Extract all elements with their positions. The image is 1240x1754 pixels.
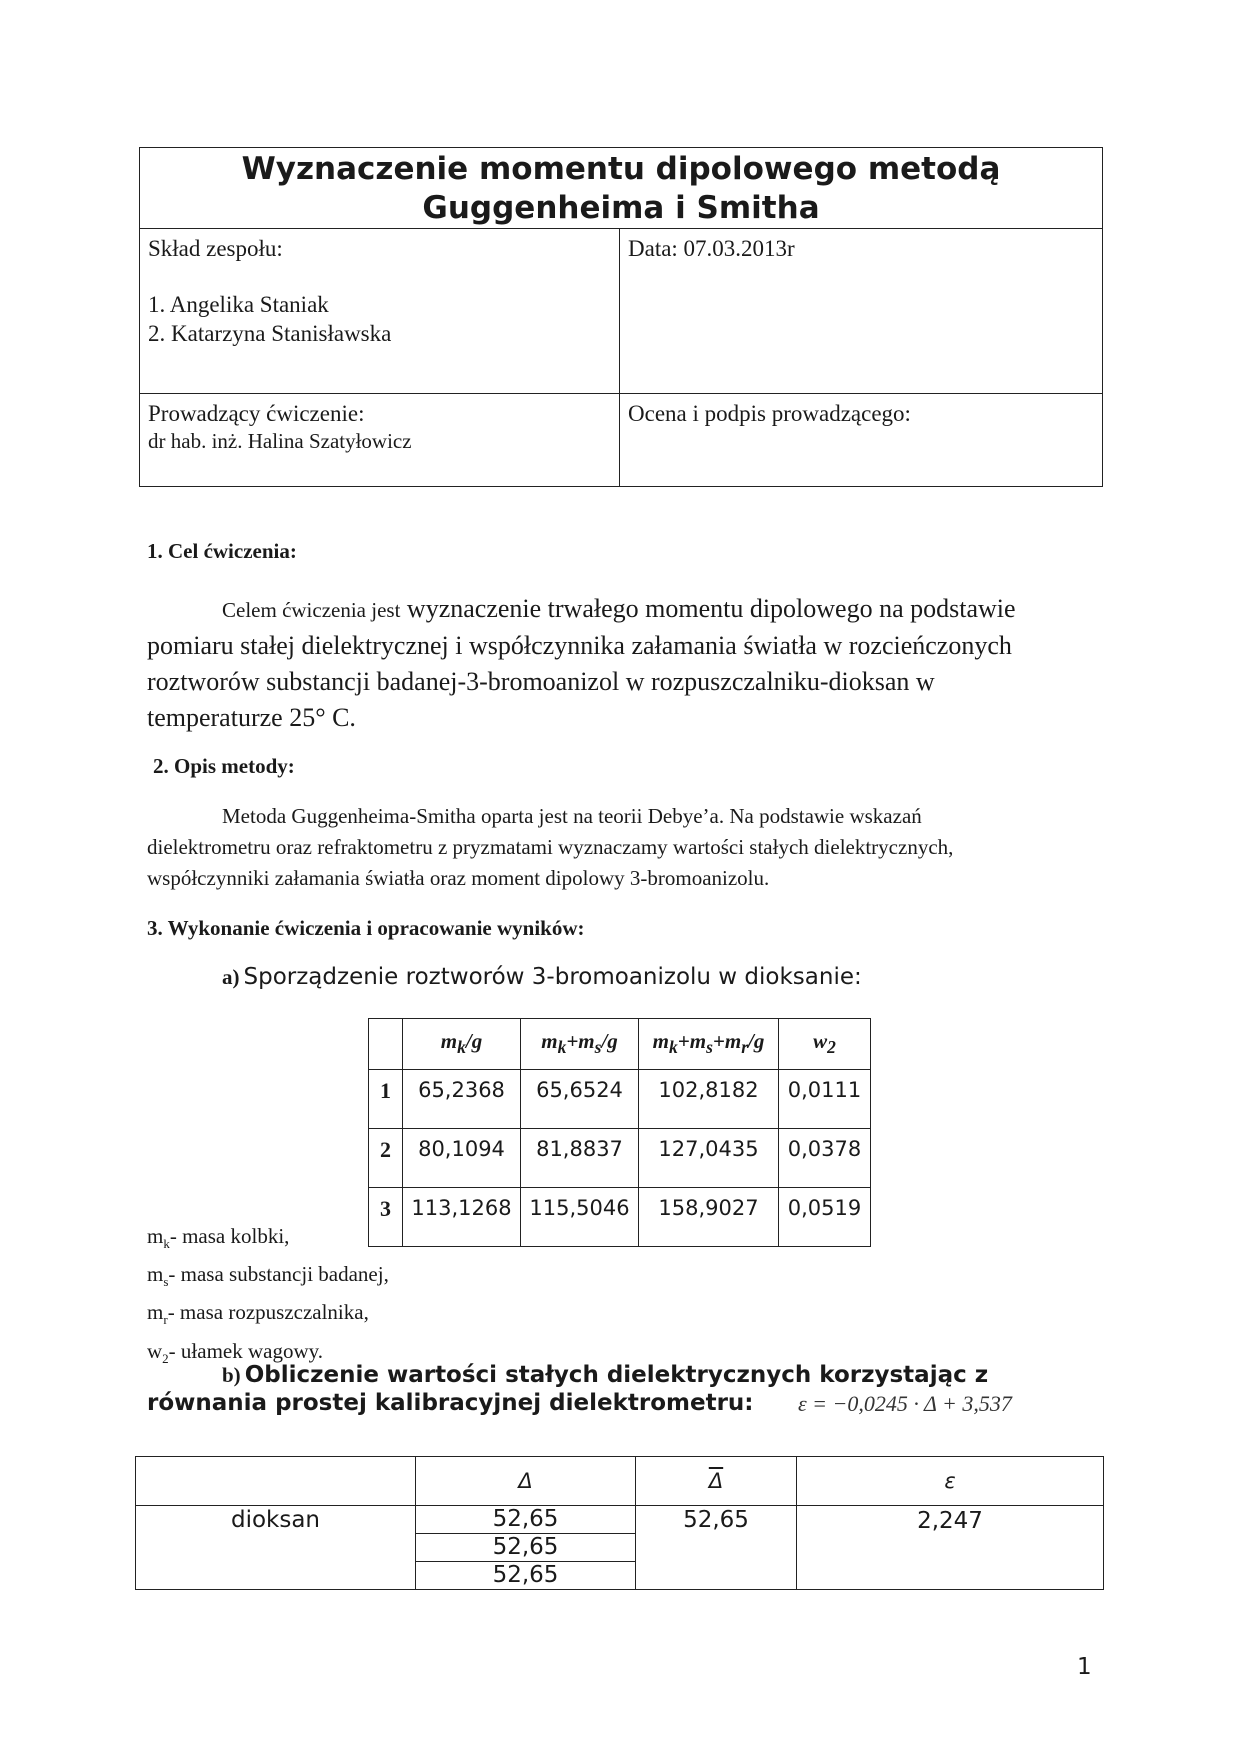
section-2-paragraph: [147, 801, 1107, 894]
date-text: Data: 07.03.2013r: [628, 236, 795, 261]
cell-mk: 65,2368: [403, 1070, 521, 1129]
header-delta: Δ: [416, 1457, 636, 1506]
cell-mk: 80,1094: [403, 1129, 521, 1188]
cell-mk-ms: 81,8837: [521, 1129, 639, 1188]
subsection-b-line-2: równania prostej kalibracyjnej dielektrometru:: [147, 1390, 754, 1416]
team-cell: [140, 229, 620, 394]
header-table: [139, 147, 1103, 487]
legend-mr: $m_r-$ masa rozpuszczalnika,: [147, 1300, 369, 1328]
header-mk-ms-mr: $m_k+m_s+m_r/g$: [639, 1019, 779, 1070]
delta-cell: 52,65: [416, 1534, 636, 1562]
team-label: Skład zespołu:: [148, 236, 283, 261]
subsection-b-letter: b): [222, 1363, 241, 1387]
dielectric-table: [135, 1456, 1104, 1590]
legend-mk: $m_k-$ masa kolbki,: [147, 1224, 290, 1252]
subsection-b-line-1: Obliczenie wartości stałych dielektrycznych korzystając z: [244, 1362, 989, 1388]
calibration-equation: ε = −0,0245 · Δ + 3,537: [798, 1391, 1012, 1416]
title-line-1: Wyznaczenie momentu dipolowego metodą: [241, 151, 1001, 187]
symbol-legend: [147, 1221, 389, 1374]
delta-cell: 52,65: [416, 1506, 636, 1534]
table-row: [369, 1188, 871, 1247]
section-3-heading: 3. Wykonanie ćwiczenia i opracowanie wyników:: [147, 916, 585, 940]
solutions-table-header: [369, 1019, 871, 1070]
team-member-2: 2. Katarzyna Stanisławska: [148, 321, 392, 346]
section-2-line-1: Metoda Guggenheima-Smitha oparta jest na teorii Debye’a. Na podstawie wskazań: [222, 804, 922, 828]
title-line-2: Guggenheima i Smitha: [422, 190, 820, 226]
section-2-line-2: dielektrometru oraz refraktometru z pryzmatami wyznaczamy wartości stałych dielektrycznych,: [147, 835, 954, 859]
section-1-para-start: Celem ćwiczenia jest: [222, 598, 401, 622]
cell-mk-ms: 65,6524: [521, 1070, 639, 1129]
dielectric-table-header: [136, 1457, 1104, 1506]
solutions-table: [368, 1018, 871, 1247]
grade-cell: [620, 394, 1103, 487]
instructor-name: dr hab. inż. Halina Szatyłowicz: [148, 429, 412, 453]
instructor-cell: [140, 394, 620, 487]
header-epsilon: ε: [797, 1457, 1104, 1506]
cell-mk-ms-mr: 102,8182: [639, 1070, 779, 1129]
page-number: 1: [1077, 1654, 1092, 1680]
epsilon-cell: 2,247: [797, 1506, 1104, 1590]
cell-w2: 0,0111: [779, 1070, 871, 1129]
date-cell: [620, 229, 1103, 394]
section-2-line-3: współczynniki załamania światła oraz moment dipolowy 3-bromoanizolu.: [147, 866, 770, 890]
cell-mk-ms-mr: 127,0435: [639, 1129, 779, 1188]
table-row: [136, 1506, 1104, 1534]
team-member-1: 1. Angelika Staniak: [148, 292, 329, 317]
header-empty: [136, 1457, 416, 1506]
cell-w2: 0,0378: [779, 1129, 871, 1188]
section-1-paragraph: [147, 591, 1097, 736]
section-1-line-4: temperaturze 25° C.: [147, 703, 356, 732]
header-mk: $m_k/g$: [403, 1019, 521, 1070]
section-1-line-2: pomiaru stałej dielektrycznej i współczynnika załamania światła w rozcieńczonych: [147, 631, 1012, 660]
instructor-label: Prowadzący ćwiczenie:: [148, 401, 365, 426]
delta-mean-cell: 52,65: [636, 1506, 797, 1590]
subsection-a-text: Sporządzenie roztworów 3-bromoanizolu w dioksanie:: [243, 964, 862, 990]
section-1-line-3: roztworów substancji badanej-3-bromoanizol w rozpuszczalniku-dioksan w: [147, 667, 935, 696]
cell-mk-ms: 115,5046: [521, 1188, 639, 1247]
header-w2: $w_2$: [779, 1019, 871, 1070]
grade-label: Ocena i podpis prowadzącego:: [628, 401, 911, 426]
subsection-a-heading: [222, 964, 862, 990]
cell-w2: 0,0519: [779, 1188, 871, 1247]
section-1-heading: 1. Cel ćwiczenia:: [147, 539, 297, 563]
document-title: [140, 148, 1103, 229]
cell-mk-ms-mr: 158,9027: [639, 1188, 779, 1247]
delta-cell: 52,65: [416, 1562, 636, 1590]
section-1-para-rest: wyznaczenie trwałego momentu dipolowego na podstawie: [400, 594, 1016, 623]
cell-mk: 113,1268: [403, 1188, 521, 1247]
table-row: [369, 1129, 871, 1188]
legend-w2: $w_2-$ ułamek wagowy.: [147, 1338, 324, 1366]
table-row: [369, 1070, 871, 1129]
header-empty: [369, 1019, 403, 1070]
header-delta-mean: $\overline{\Delta}$: [636, 1457, 797, 1506]
row-number: 1: [369, 1070, 403, 1129]
header-mk-ms: $m_k+m_s/g$: [521, 1019, 639, 1070]
section-2-heading: 2. Opis metody:: [153, 754, 295, 778]
substance-cell: dioksan: [136, 1506, 416, 1590]
row-number: 2: [369, 1129, 403, 1188]
row-number: 3: [369, 1188, 403, 1247]
subsection-a-letter: a): [222, 965, 240, 989]
legend-ms: $m_s-$ masa substancji badanej,: [147, 1262, 389, 1290]
